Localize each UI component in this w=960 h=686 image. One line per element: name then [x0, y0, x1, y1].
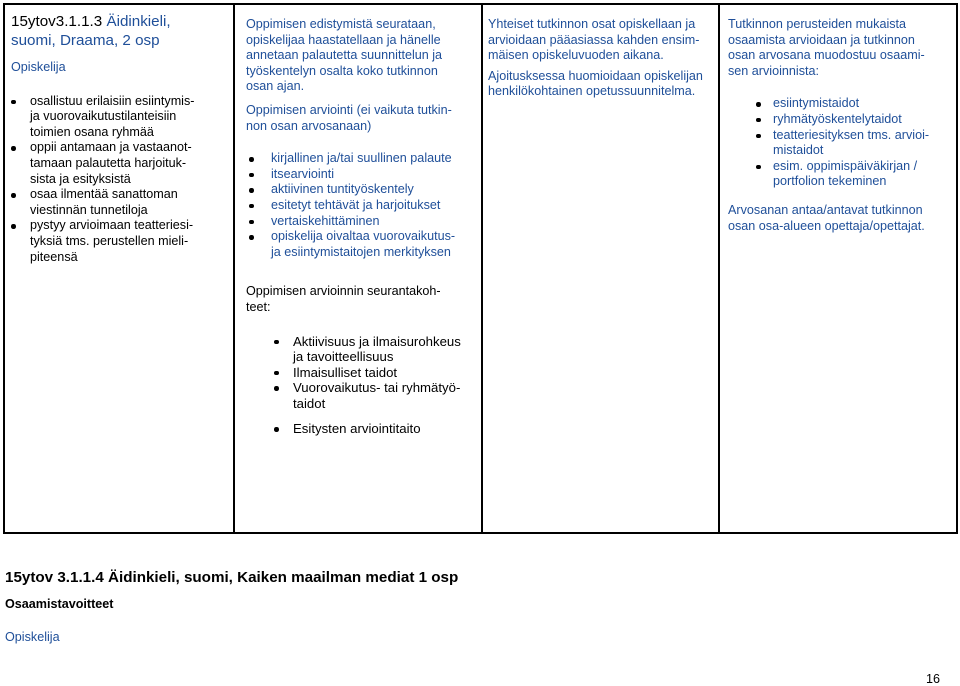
- list-item-text: Aktiivisuus ja ilmaisurohkeus: [293, 333, 461, 349]
- list-item-text: Ilmaisulliset taidot: [293, 364, 398, 380]
- assessment-paragraph: [246, 103, 476, 134]
- list-item-text: mistaidot: [773, 143, 824, 158]
- bullet-icon: [756, 165, 761, 170]
- list-item: [728, 112, 954, 128]
- text-line: arvioidaan pääasiassa kahden ensim-: [488, 32, 700, 47]
- list-item: [246, 151, 476, 167]
- next-section-subtitle: Osaamistavoitteet: [5, 597, 114, 611]
- text-line: sen arvioinnista:: [728, 63, 820, 78]
- list-item-text: ja esiintymistaitojen merkityksen: [271, 244, 451, 259]
- list-item: [246, 167, 476, 183]
- list-item: [11, 187, 229, 218]
- bullet-icon: [249, 188, 254, 193]
- text-line: Arvosanan antaa/antavat tutkinnon: [728, 202, 923, 217]
- next-section-role: Opiskelija: [5, 630, 60, 644]
- list-item-text: tamaan palautetta harjoituk-: [30, 155, 187, 170]
- list-item-text: oppii antamaan ja vastaanot-: [30, 140, 192, 155]
- list-item-text: teatteriesityksen tms. arvioi-: [773, 127, 930, 142]
- list-item: [11, 218, 229, 265]
- role-label: Opiskelija: [11, 60, 66, 74]
- list-item: [246, 198, 476, 214]
- bullet-icon: [11, 193, 16, 198]
- text-line: työskentelyn osalta koko tutkinnon: [246, 63, 438, 78]
- followup-paragraph: [246, 284, 476, 315]
- assessment-list: [246, 151, 476, 260]
- timing-paragraph: [488, 69, 716, 100]
- goals-list: [11, 94, 229, 266]
- grading-paragraph: [728, 203, 954, 234]
- text-line: Oppimisen arviointi (ei vaikuta tutkin-: [246, 102, 452, 117]
- list-item-text: opiskelija oivaltaa vuorovaikutus-: [271, 229, 456, 244]
- list-item-text: esitetyt tehtävät ja harjoitukset: [271, 197, 441, 212]
- text-line: henkilökohtainen opetussuunnitelma.: [488, 84, 696, 99]
- text-line: non osan arvosanaan): [246, 118, 372, 133]
- progress-paragraph: [246, 17, 476, 95]
- column-timing: [488, 17, 716, 100]
- list-item-text: toimien osana ryhmää: [30, 124, 154, 139]
- section-title-line: Äidinkieli,: [106, 13, 171, 30]
- bullet-icon: [11, 100, 16, 105]
- list-item-text: esim. oppimispäiväkirjan /: [773, 158, 918, 173]
- list-item-text: ja tavoitteellisuus: [293, 349, 394, 365]
- list-item: [246, 214, 476, 230]
- bullet-icon: [756, 134, 761, 139]
- bullet-icon: [274, 340, 279, 345]
- list-item: [246, 421, 476, 437]
- column-grading: [728, 17, 954, 234]
- list-item: [246, 365, 476, 381]
- list-item-text: osallistuu erilaisiin esiintymis-: [30, 93, 195, 108]
- column-divider: [718, 3, 720, 534]
- list-item-text: viestinnän tunnetiloja: [30, 202, 148, 217]
- bullet-icon: [756, 102, 761, 107]
- grading-list: [728, 96, 954, 190]
- text-line: opiskelijaa haastatellaan ja hänelle: [246, 32, 441, 47]
- list-item: [246, 229, 476, 260]
- section-title-line: suomi, Draama, 2 osp: [11, 32, 160, 49]
- bullet-icon: [11, 224, 16, 229]
- section-number: 15ytov3.1.1.3: [11, 13, 103, 30]
- text-line: Oppimisen edistymistä seurataan,: [246, 17, 436, 31]
- bullet-icon: [756, 118, 761, 123]
- list-item-text: kirjallinen ja/tai suullinen palaute: [271, 151, 452, 166]
- text-line: annetaan palautetta suunnittelun ja: [246, 48, 443, 63]
- text-line: Ajoitusksessa huomioidaan opiskelijan: [488, 68, 703, 83]
- text-line: osan arvosana muodostuu osaami-: [728, 48, 925, 63]
- list-item-text: vertaiskehittäminen: [271, 213, 380, 228]
- list-item-text: piteensä: [30, 249, 78, 264]
- list-item: [728, 96, 954, 112]
- followup-list: [246, 334, 476, 438]
- timing-paragraph: [488, 17, 716, 64]
- list-item-text: pystyy arvioimaan teatteriesi-: [30, 218, 194, 233]
- list-item-text: portfolion tekeminen: [773, 174, 887, 189]
- text-line: osan osa-alueen opettaja/opettajat.: [728, 218, 925, 233]
- list-item-text: esiintymistaidot: [773, 96, 860, 111]
- column-divider: [233, 3, 235, 534]
- column-learning-goals: [11, 12, 229, 265]
- list-item-text: Vuorovaikutus- tai ryhmätyö-: [293, 380, 461, 396]
- text-line: osaamista arvioidaan ja tutkinnon: [728, 32, 915, 47]
- list-item: [246, 334, 476, 365]
- section-title: [11, 12, 229, 50]
- grading-paragraph: [728, 17, 954, 79]
- text-line: mäisen opiskeluvuoden aikana.: [488, 48, 664, 63]
- next-section-title: 15ytov 3.1.1.4 Äidinkieli, suomi, Kaiken maailman mediat 1 osp: [5, 569, 459, 586]
- text-line: Yhteiset tutkinnon osat opiskellaan ja: [488, 17, 696, 31]
- list-item-text: aktiivinen tuntityöskentely: [271, 182, 414, 197]
- list-item-text: Esitysten arviointitaito: [293, 421, 421, 437]
- list-item-text: ryhmätyöskentelytaidot: [773, 111, 902, 126]
- bullet-icon: [274, 427, 279, 432]
- list-item-text: tyksiä tms. perustellen mieli-: [30, 233, 189, 248]
- bullet-icon: [249, 157, 254, 162]
- bullet-icon: [274, 371, 279, 376]
- page-number: 16: [925, 672, 940, 686]
- bullet-icon: [249, 204, 254, 209]
- column-assessment: [246, 17, 476, 437]
- list-item-text: osaa ilmentää sanattoman: [30, 187, 178, 202]
- list-item: [11, 94, 229, 141]
- list-item-text: taidot: [293, 395, 326, 411]
- bullet-icon: [249, 173, 254, 178]
- list-item: [246, 182, 476, 198]
- text-line: teet:: [246, 299, 271, 314]
- column-divider: [481, 3, 483, 534]
- text-line: Oppimisen arvioinnin seurantakoh-: [246, 284, 441, 299]
- list-item-text: sista ja esityksistä: [30, 171, 131, 186]
- bullet-icon: [249, 220, 254, 225]
- list-item: [728, 159, 954, 190]
- bullet-icon: [249, 235, 254, 240]
- text-line: osan ajan.: [246, 79, 305, 94]
- list-item: [728, 128, 954, 159]
- bullet-icon: [274, 386, 279, 391]
- list-item-text: itsearviointi: [271, 166, 334, 181]
- list-item-text: ja vuorovaikutustilanteisiin: [30, 109, 177, 124]
- list-item: [246, 380, 476, 411]
- text-line: Tutkinnon perusteiden mukaista: [728, 17, 907, 31]
- list-item: [11, 140, 229, 187]
- bullet-icon: [11, 146, 16, 151]
